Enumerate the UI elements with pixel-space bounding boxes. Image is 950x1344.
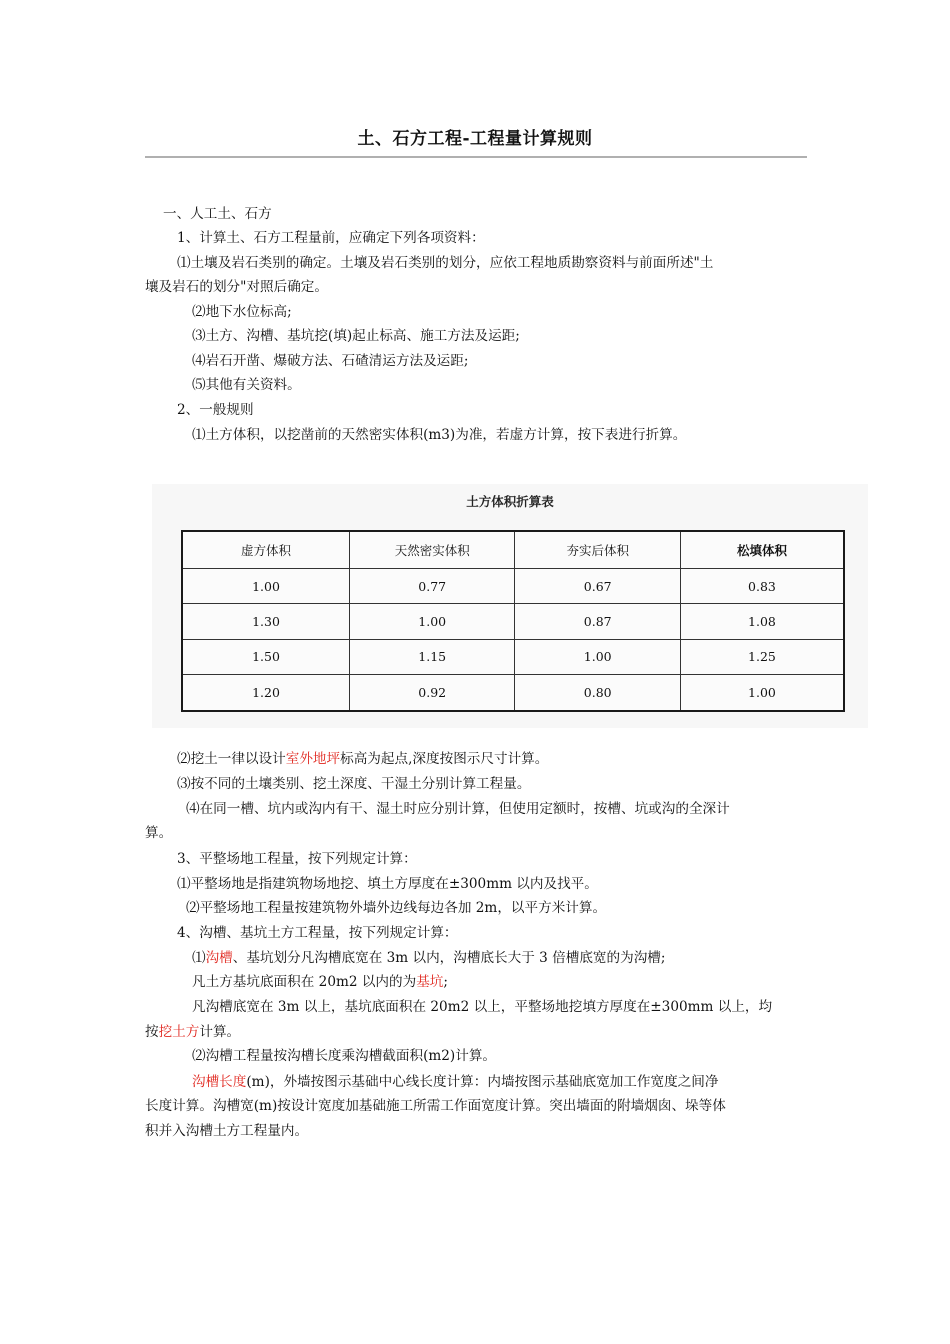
highlighted-term: 沟槽 (205, 950, 233, 966)
text-run: 计算。 (199, 1024, 241, 1040)
text-run: 按 (145, 1024, 159, 1040)
table-cell: 0.83 (680, 569, 844, 604)
paragraph: ⑴土壤及岩石类别的确定。土壤及岩石类别的划分，应依工程地质勘察资料与前面所述"土 (177, 255, 714, 271)
table-cell: 0.77 (349, 569, 514, 604)
highlighted-term: 基坑 (416, 974, 444, 990)
table-header-cell: 松填体积 (680, 531, 844, 569)
paragraph: ⑶土方、沟槽、基坑挖(填)起止标高、施工方法及运距; (192, 328, 520, 344)
table-row (182, 604, 844, 639)
table-row (182, 639, 844, 674)
table-cell: 0.80 (515, 675, 680, 711)
paragraph (192, 949, 665, 967)
table-row (182, 675, 844, 711)
text-run: 、基坑划分凡沟槽底宽在 3m 以内，沟槽底长大于 3 倍槽底宽的为沟槽; (232, 950, 666, 966)
text-run: 标高为起点,深度按图示尺寸计算。 (340, 751, 549, 767)
paragraph (145, 1023, 240, 1041)
text-run: ⑵挖土一律以设计 (177, 751, 286, 767)
paragraph: 算。 (145, 825, 173, 841)
paragraph: ⑴土方体积，以挖凿前的天然密实体积(m3)为准，若虚方计算，按下表进行折算。 (192, 427, 687, 443)
paragraph: ⑶按不同的土壤类别、挖土深度、干湿土分别计算工程量。 (177, 776, 531, 792)
table-cell: 1.00 (680, 675, 844, 711)
table-cell: 1.30 (182, 604, 349, 639)
table-header-cell: 天然密实体积 (349, 531, 514, 569)
volume-conversion-table (181, 530, 845, 712)
highlighted-term: 沟槽长度 (192, 1074, 247, 1090)
paragraph: 4、沟槽、基坑土方工程量，按下列规定计算： (177, 925, 458, 941)
page-title: 土、石方工程-工程量计算规则 (357, 129, 593, 149)
table-cell: 0.87 (515, 604, 680, 639)
text-run: (m)，外墙按图示基础中心线长度计算：内墙按图示基础底宽加工作宽度之间净 (246, 1074, 719, 1090)
highlighted-term: 挖土方 (158, 1024, 200, 1040)
paragraph: ⑷在同一槽、坑内或沟内有干、湿土时应分别计算，但使用定额时，按槽、坑或沟的全深计 (186, 801, 730, 817)
table-cell: 1.50 (182, 639, 349, 674)
table-cell: 1.00 (349, 604, 514, 639)
text-run: ; (443, 974, 448, 990)
table-cell: 1.00 (515, 639, 680, 674)
table-cell: 1.15 (349, 639, 514, 674)
paragraph: ⑷岩石开凿、爆破方法、石碴清运方法及运距; (192, 353, 469, 369)
volume-conversion-table-figure (152, 484, 868, 728)
paragraph: 3、平整场地工程量，按下列规定计算： (177, 851, 417, 867)
title-divider (145, 156, 807, 158)
paragraph: ⑵地下水位标高; (192, 304, 292, 320)
paragraph: ⑴平整场地是指建筑物场地挖、填土方厚度在±300mm 以内及找平。 (177, 876, 598, 892)
paragraph (192, 1073, 718, 1091)
table-header-cell: 虚方体积 (182, 531, 349, 569)
section-heading: 一、人工土、石方 (163, 206, 272, 222)
paragraph: 2、一般规则 (177, 402, 254, 418)
table-cell: 0.67 (515, 569, 680, 604)
table-cell: 1.20 (182, 675, 349, 711)
paragraph (192, 973, 448, 991)
table-row (182, 569, 844, 604)
paragraph: 凡沟槽底宽在 3m 以上，基坑底面积在 20m2 以上，平整场地挖填方厚度在±300mm 以上，均 (192, 999, 773, 1015)
text-run: ⑴ (192, 950, 206, 966)
table-header-cell: 夯实后体积 (515, 531, 680, 569)
paragraph: ⑵沟槽工程量按沟槽长度乘沟槽截面积(m2)计算。 (192, 1048, 497, 1064)
table-cell: 1.25 (680, 639, 844, 674)
paragraph: 壤及岩石的划分"对照后确定。 (145, 279, 328, 295)
table-caption: 土方体积折算表 (466, 494, 554, 509)
table-cell: 1.00 (182, 569, 349, 604)
highlighted-term: 室外地坪 (285, 751, 341, 767)
paragraph: ⑵平整场地工程量按建筑物外墙外边线每边各加 2m，以平方米计算。 (186, 900, 607, 916)
text-run: 凡土方基坑底面积在 20m2 以内的为 (192, 974, 417, 990)
paragraph: 1、计算土、石方工程量前，应确定下列各项资料： (177, 230, 485, 246)
paragraph: ⑸其他有关资料。 (192, 377, 301, 393)
table-cell: 0.92 (349, 675, 514, 711)
paragraph (177, 750, 548, 768)
paragraph: 积并入沟槽土方工程量内。 (145, 1123, 309, 1139)
table-header-row (182, 531, 844, 569)
paragraph: 长度计算。沟槽宽(m)按设计宽度加基础施工所需工作面宽度计算。突出墙面的附墙烟囱、垛等体 (145, 1098, 726, 1114)
table-cell: 1.08 (680, 604, 844, 639)
